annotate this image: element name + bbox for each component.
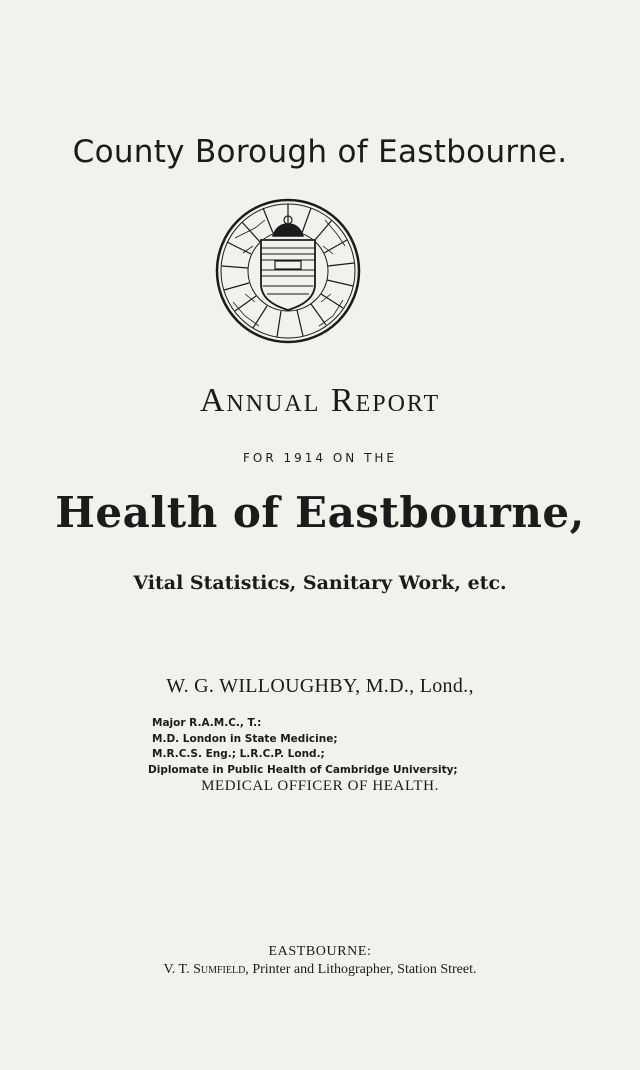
printer-details: Printer and Lithographer, Station Street. <box>252 962 477 977</box>
imprint-place: EASTBOURNE: <box>268 944 372 959</box>
qualification-line: Diplomate in Public Health of Cambridge University; <box>148 763 458 776</box>
report-year-line: FOR 1914 ON THE <box>242 451 398 465</box>
qualification-line: Major R.A.M.C., T.: <box>152 717 262 729</box>
printer-initials: V. T. <box>163 962 190 977</box>
borough-heading: County Borough of Eastbourne. <box>72 134 568 170</box>
author-qualifications <box>148 716 458 778</box>
qualification-line: M.R.C.S. Eng.; L.R.C.P. Lond.; <box>152 748 325 760</box>
qualification-line: M.D. London in State Medicine; <box>152 732 338 745</box>
report-subject: Health of Eastbourne, <box>55 488 585 537</box>
author-position: MEDICAL OFFICER OF HEALTH. <box>201 778 439 794</box>
printer-name: Sumfield, <box>193 962 249 977</box>
report-subtitle: Vital Statistics, Sanitary Work, etc. <box>133 572 507 594</box>
borough-seal <box>215 198 361 344</box>
imprint-printer <box>0 962 640 978</box>
author-name: W. G. WILLOUGHBY, M.D., Lond., <box>166 675 474 697</box>
report-title: Annual Report <box>199 382 441 419</box>
